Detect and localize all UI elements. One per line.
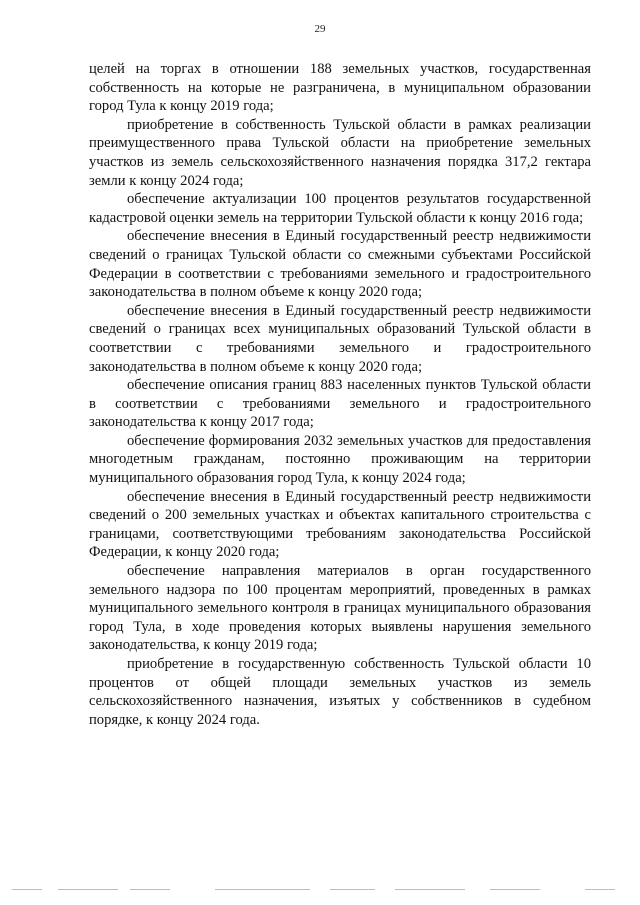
paragraph-1: целей на торгах в отношении 188 земельных участков, государственная собственность на которые не разграничена, в муниципальном образовании город Тула к концу 2019 года; [89, 61, 591, 115]
scan-artifact [490, 889, 540, 890]
paragraph-8: обеспечение внесения в Единый государственный реестр недвижимости сведений о 200 земельных участках и объектах капитального строительства с границами, соответствующими требованиям законодательства Российской Федерации, к концу 2020 года; [89, 488, 591, 561]
paragraph-6: обеспечение описания границ 883 населенных пунктов Тульской области в соответствии с требованиями земельного и градостроительного законодательства к концу 2017 года; [89, 377, 591, 431]
scan-artifact [330, 889, 375, 890]
paragraph-3: обеспечение актуализации 100 процентов результатов государственной кадастровой оценки земель на территории Тульской области к концу 2016 года; [89, 191, 591, 226]
scan-artifact [215, 889, 310, 890]
scan-artifact [130, 889, 170, 890]
document-body [89, 60, 591, 729]
paragraph-4: обеспечение внесения в Единый государственный реестр недвижимости сведений о границах Тульской области со смежными субъектами Российской Федерации в соответствии с требованиями земельного и градостроительного законодательства в полном объеме к концу 2020 года; [89, 228, 591, 301]
scan-artifact [585, 889, 615, 890]
scan-artifact [58, 889, 118, 890]
paragraph-10: приобретение в государственную собственность Тульской области 10 процентов от общей площади земельных участков из земель сельскохозяйственного назначения, изъятых у собственников в судебном порядке, к концу 2024 года. [89, 656, 591, 728]
page-number: 29 [314, 23, 326, 35]
scan-artifact [395, 889, 465, 890]
paragraph-7: обеспечение формирования 2032 земельных участков для предоставления многодетным гражданам, постоянно проживающим на территории муниципального образования город Тула, к концу 2024 года; [89, 432, 591, 487]
paragraph-9: обеспечение направления материалов в орган государственного земельного надзора по 100 процентам мероприятий, проведенных в рамках муниципального земельного контроля в границах муниципального образования город Тула, в ходе проведения которых выявлены нарушения земельного законодательства, к концу 2019 года; [89, 563, 591, 654]
paragraph-5: обеспечение внесения в Единый государственный реестр недвижимости сведений о границах всех муниципальных образований Тульской области в соответствии с требованиями земельного и градостроительного законодательства в полном объеме к концу 2020 года; [89, 302, 591, 375]
paragraph-2: приобретение в собственность Тульской области в рамках реализации преимущественного права Тульской области на приобретение земельных участков из земель сельскохозяйственного назначения порядка 317,2 гектара земли к концу 2024 года; [89, 116, 591, 189]
scan-artifact [12, 889, 42, 890]
